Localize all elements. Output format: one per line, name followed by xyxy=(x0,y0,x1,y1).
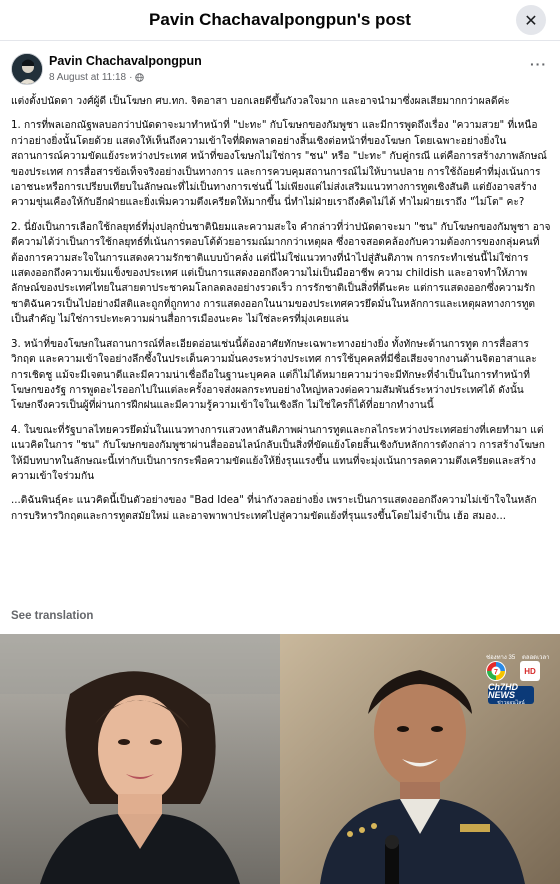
post-paragraph: 2. นี่ยังเป็นการเลือกใช้กลยุทธ์ที่มุ่งปลุกปั่นชาตินิยมและความสะใจ คำกล่าวที่ว่าปนัดดาจะมา "ชน" กับโฆษกของกัมพูชา อาจตีความได้ว่าเป็นการใช้กลยุทธ์ที่เน้นการตอบโต้ด้วยอารมณ์มากกว่าเหตุผล ซึ่งอาจสอดคล้องกับความต้องการของกลุ่มคนที่ต้องการความสะใจในการแสดงความรักชาติแบบบ้าคลั่ง แต่นี่ไม่ใช่แนวทางที่นำไปสู่สันติภาพ การกระทำเช่นนี้ไม่ใช่การแสดงออกถึงความเข้มแข็งของประเทศ แต่เป็นการแสดงออกถึงความไม่เป็นมืออาชีพ ความ childish และอาจทำให้ภาพลักษณ์ของประเทศไทยในสายตาประชาคมโลกลดลงอย่างรวดเร็ว การรักชาติเป็นสิ่งที่ดีนะคะ แต่การแสดงออกซึ่งความรักชาติฉันควรเป็นไปอย่างมีสติและถูกที่ถูกทาง การแสดงออกในนามของประเทศควรยึดมั่นในหลักการและเหตุผลทางการทูตเป็นสำคัญ ไม่ใช่การปะทะความผ่านสื่อการเมืองนะคะ ไม่ใช่ละครที่มุ่งเคยแล่น xyxy=(11,221,551,326)
post-meta xyxy=(49,72,144,83)
modal-title: Pavin Chachavalpongpun's post xyxy=(149,10,411,29)
hd-badge xyxy=(520,661,540,681)
close-icon: ✕ xyxy=(524,10,538,30)
post-date[interactable]: 8 August at 11:18 xyxy=(49,72,127,83)
post-paragraph: 1. การที่พลเอกณัฐพลบอกว่าปนัดดาจะมาทำหน้าที่ "ปะทะ" กับโฆษกของกัมพูชา และมีการพูดถึงเรื่อง "ความสวย" ที่เหนือกว่าอย่างยิ่งนั้นโดยด้วย แสดงให้เห็นถึงความเข้าใจที่ผิดพลาดอย่างสิ้นเชิงต่อหน้าที่ของโฆษก โดยเฉพาะอย่างยิ่งในสถานการณ์ความขัดแย้งระหว่างประเทศ หน้าที่ของโฆษกไม่ใช่การ "ชน" หรือ "ปะทะ" กับคู่กรณี แต่คือการสร้างภาพลักษณ์ของประเทศ การสื่อสารข้อเท็จจริงอย่างเป็นทางการ และการควบคุมสถานการณ์ไม่ให้บานปลาย การใช้ถ้อยคำที่มุ่งเน้นการเอาชนะหรือการเปรียบเทียบในลักษณะที่ไม่เป็นทางการเช่นนี้ ไม่เพียงแต่ไม่ส่งเสริมแนวทางการทูตเชิงสันติ แต่ยังอาจสร้างความขุ่นเคืองให้กับอีกฝ่ายและยิ่งเพิ่มความตึงเครียดให้มากขึ้น นี่ทำไม่ฝ่ายเราถึงคิดไม่ได้ ทำไมฝ่ายเราถึง "ไม่โต" คะ? xyxy=(11,120,547,209)
channel-top-right: ตลอดเวลา xyxy=(522,655,550,661)
photo-illustration xyxy=(0,634,560,884)
news-logo-text: Ch7HD NEWS xyxy=(488,682,519,700)
channel7-icon xyxy=(484,660,508,682)
post-body xyxy=(11,94,551,533)
modal-header xyxy=(0,0,560,41)
globe-icon[interactable] xyxy=(135,73,144,82)
more-options-button[interactable] xyxy=(530,56,547,72)
channel-number: 7 xyxy=(494,669,498,676)
author-name[interactable]: Pavin Chachavalpongpun xyxy=(49,54,202,68)
news-badge xyxy=(488,682,534,706)
channel-top-left: ช่องทาง 35 xyxy=(486,655,516,661)
more-options-icon: ··· xyxy=(530,56,547,72)
post-paragraph: ...ดิฉันพินธุ์คะ แนวคิดนี้เป็นตัวอย่างของ "Bad Idea" ที่น่ากังวลอย่างยิ่ง เพราะเป็นการแสดงออกถึงความไม่เข้าใจในหลักการบริหารวิกฤตและการทูตสมัยใหม่ และอาจพาพาประเทศไปสู่ความขัดแย้งที่รุนแรงขึ้นโดยไม่จำเป็น เฮ้อ สมอง... xyxy=(11,495,537,522)
see-translation-link[interactable]: See translation xyxy=(11,610,94,622)
meta-separator: · xyxy=(129,72,133,83)
avatar-image xyxy=(12,54,43,85)
avatar[interactable] xyxy=(11,53,43,85)
post-paragraph: แต่งตั้งปนัดดา วงศ์ผู้ดี เป็นโฆษก ศบ.ทก. จิตอาสา บอกเลยดีขึ้นกังวลใจมาก และอาจนำมาซึ่งผลเสียมากกว่าผลดีค่ะ xyxy=(11,96,510,107)
post-paragraph: 3. หน้าที่ของโฆษกในสถานการณ์ที่ละเอียดอ่อนเช่นนี้ต้องอาศัยทักษะเฉพาะทางอย่างยิ่ง ทั้งทักษะด้านการทูต การสื่อสารวิกฤต และความเข้าใจอย่างลึกซึ้งในประเด็นความมั่นคงระหว่างประเทศ การใช้บุคคลที่มีชื่อเสียงจากงานด้านจิตอาสาและการเชิดชู แม้จะมีเจตนาดีและมีความน่าเชื่อถือในฐานะบุคคล แต่ก็ไม่ได้หมายความว่าจะมีทักษะที่จำเป็นในการทำหน้าที่โฆษกของรัฐ การพูดอะไรออกไปในแต่ละครั้งอาจส่งผลกระทบอย่างใหญ่หลวงต่อความสัมพันธ์ระหว่างประเทศได้ ดังนั้น โฆษกจึงควรเป็นผู้ที่ผ่านการฝึกฝนและมีความรู้ความเข้าใจในเชิงลึก ไม่ใช่ใครก็ได้ที่อยากทำงานนี้ xyxy=(11,338,537,412)
post-header xyxy=(11,53,551,89)
news-sub-text: ข่าวออนไลน์ xyxy=(497,700,525,706)
close-button[interactable] xyxy=(516,5,546,35)
post-photo[interactable] xyxy=(0,634,560,884)
post-paragraph: 4. ในขณะที่รัฐบาลไทยควรยึดมั่นในแนวทางการแสวงหาสันติภาพผ่านการทูตและกลไกระหว่างประเทศอย่างที่เคยทำมา แต่แนวคิดในการ "ชน" กับโฆษกของกัมพูชาผ่านสื่อออนไลน์กลับเป็นสิ่งที่ขัดแย้งโดยสิ้นเชิงกับหลักการดังกล่าว การสร้างโฆษกให้มีบทบาทในลักษณะนี้เท่ากับเป็นการกระพือความขัดแย้งให้ยิ่งรุนแรงขึ้น แทนที่จะมุ่งเน้นการลดความตึงเครียดและสร้างความเข้าใจร่วมกัน xyxy=(11,424,545,482)
hd-label: HD xyxy=(524,666,536,676)
